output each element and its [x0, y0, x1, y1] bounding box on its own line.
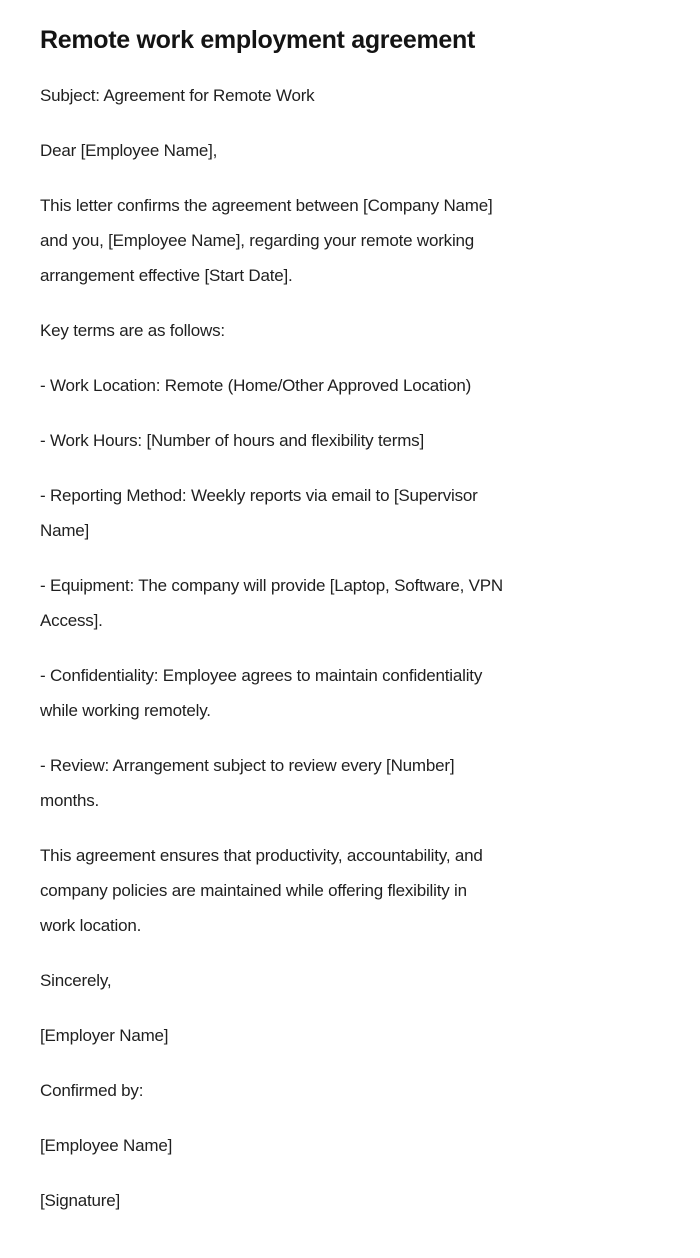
text-line: and you, [Employee Name], regarding your remote working [40, 231, 475, 250]
text-line: This agreement ensures that productivity, accountability, and [40, 846, 483, 865]
paragraph-sincerely [40, 963, 666, 998]
paragraph-subject [40, 78, 666, 113]
text-line: [Employee Name] [40, 1136, 173, 1155]
text-line: Dear [Employee Name], [40, 141, 218, 160]
text-line: company policies are maintained while offering flexibility in [40, 881, 467, 900]
paragraph-work-hours [40, 423, 666, 458]
text-line: Subject: Agreement for Remote Work [40, 86, 315, 105]
text-line: Name] [40, 521, 90, 540]
text-line: - Work Location: Remote (Home/Other Approved Location) [40, 376, 472, 395]
paragraph-employer-name [40, 1018, 666, 1053]
text-line: This letter confirms the agreement between [Company Name] [40, 196, 493, 215]
paragraph-confidentiality [40, 658, 666, 728]
paragraph-key-terms-heading [40, 313, 666, 348]
paragraph-employee-name [40, 1128, 666, 1163]
page-title: Remote work employment agreement [40, 26, 475, 54]
text-line: Confirmed by: [40, 1081, 144, 1100]
text-line: - Confidentiality: Employee agrees to maintain confidentiality [40, 666, 483, 685]
text-line: Key terms are as follows: [40, 321, 225, 340]
text-line: Access]. [40, 611, 103, 630]
paragraph-intro [40, 188, 666, 293]
text-line: - Work Hours: [Number of hours and flexibility terms] [40, 431, 424, 450]
paragraph-reporting-method [40, 478, 666, 548]
text-line: arrangement effective [Start Date]. [40, 266, 293, 285]
paragraph-closing-statement [40, 838, 666, 943]
paragraph-signature [40, 1183, 666, 1218]
text-line: - Review: Arrangement subject to review every [Number] [40, 756, 455, 775]
text-line: - Reporting Method: Weekly reports via email to [Supervisor [40, 486, 478, 505]
text-line: [Employer Name] [40, 1026, 169, 1045]
text-line: [Signature] [40, 1191, 121, 1210]
text-line: months. [40, 791, 100, 810]
text-line: while working remotely. [40, 701, 211, 720]
paragraph-review [40, 748, 666, 818]
text-line: - Equipment: The company will provide [Laptop, Software, VPN [40, 576, 503, 595]
paragraph-confirmed-by [40, 1073, 666, 1108]
paragraph-work-location [40, 368, 666, 403]
paragraph-equipment [40, 568, 666, 638]
paragraph-salutation [40, 133, 666, 168]
text-line: Sincerely, [40, 971, 112, 990]
text-line: work location. [40, 916, 142, 935]
